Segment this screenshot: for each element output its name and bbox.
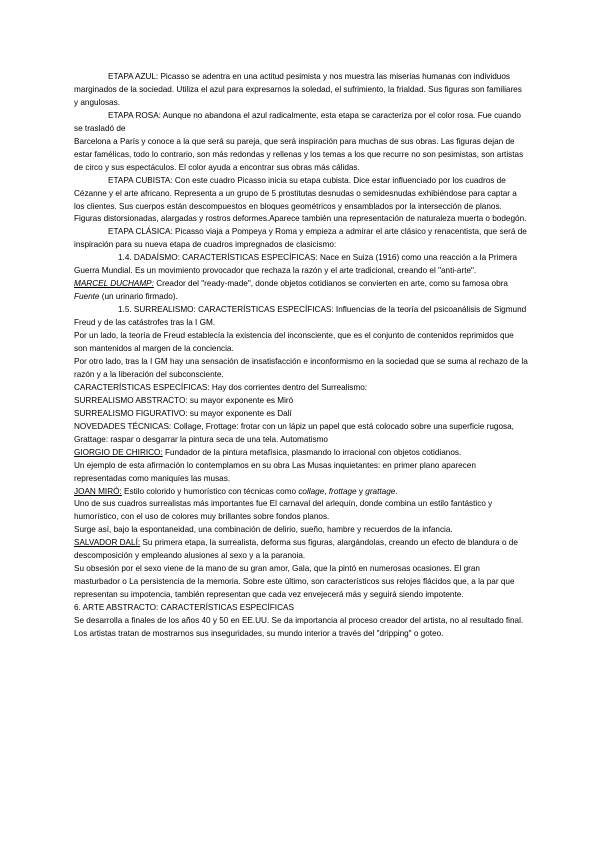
paragraph-arte-abstracto: Se desarrolla a finales de los años 40 y 50 en EE.UU. Se da importancia al proceso creador del artista, no al resultado final. Los artistas tratan de mostrarnos sus inseguridades, su mundo interior a través del "dripping" o goteo. <box>74 616 524 638</box>
paragraph-etapa-azul: ETAPA AZUL: Picasso se adentra en una actitud pesimista y nos muestra las miserias humanas con individuos marginados de la sociedad. Utiliza el azul para expresarnos la soledad, el sufrimiento, la frialdad. Sus figuras son familiares y angulosas. <box>74 72 522 107</box>
duchamp-name: MARCEL DUCHAMP: <box>74 279 154 289</box>
paragraph-dali-gala: Su obsesión por el sexo viene de la mano de su gran amor, Gala, que la pintó en numerosas ocasiones. El gran masturbador o La persistencia de la memoria. Sobre este último, son característicos sus relojes flácidos que, a la par que representan su impotencia, también representan que cada vez envejecerá más y seguirá siendo impotente. <box>74 564 515 600</box>
miro-end: . <box>395 486 398 496</box>
paragraph-surrealismo-abstracto: SURREALISMO ABSTRACTO: su mayor exponente es Miró <box>74 395 294 405</box>
paragraph-arte-abstracto-heading: 6. ARTE ABSTRACTO: CARACTERÍSTICAS ESPECÍFICAS <box>74 603 294 613</box>
paragraph-caracteristicas: CARACTERÍSTICAS ESPECÍFICAS: Hay dos corrientes dentro del Surrealismo: <box>74 382 368 392</box>
duchamp-text: Creador del "ready-made", donde objetos cotidianos se convierten en arte, como su famosa obra <box>153 279 508 289</box>
dali-name: SALVADOR DALÍ: <box>74 538 141 548</box>
miro-sep-1: , <box>324 486 329 496</box>
miro-sep-2: y <box>356 486 366 496</box>
paragraph-chirico <box>74 447 528 460</box>
miro-technique-collage: collage <box>298 486 325 496</box>
duchamp-end: (un urinario firmado). <box>99 292 178 302</box>
dali-text: Su primera etapa, la surrealista, deforma sus figuras, alargándolas, creando un efecto de blandura o de descomposición y empleando alusiones al sexo y a la paranoia. <box>74 538 518 561</box>
paragraph-igm: Por otro lado, tras la I GM hay una sensación de insatisfacción e inconformismo en la sociedad que se suma al rechazo de la razón y a la liberación del subconsciente. <box>74 356 528 379</box>
paragraph-etapa-cubista: ETAPA CUBISTA: Con este cuadro Picasso inicia su etapa cubista. Dice estar influenciado por los cuadros de Cézanne y el arte africano. Representa a un grupo de 5 prostitutas desnudas o semidesnudas exhibiéndose para captar a los clientes. Sus cuerpos están descompuestos en bloques geométricos y ensamblados por la intersección de planos. <box>74 175 517 211</box>
paragraph-miro-espontaneidad: Surge así, bajo la espontaneidad, una combinación de delirio, sueño, hambre y recuerdos de la infancia. <box>74 525 453 535</box>
paragraph-etapa-rosa-cont: Barcelona a París y conoce a la que será su pareja, que será inspiración para muchas de sus obras. Las figuras dejan de estar famélicas, todo lo contrario, son más redondas y rellenas y los temas a los que recurre no son pesimistas, son artistas de circo y sus espectáculos. El color ayuda a encontrar sus obras más cálidas. <box>74 136 524 172</box>
paragraph-miro-carnaval: Uno de sus cuadros surrealistas más importantes fue El carnaval del arlequín, donde combina un estilo fantástico y humorístico, con el uso de colores muy brillantes sobre fondos planos. <box>74 499 493 522</box>
paragraph-etapa-rosa: ETAPA ROSA: Aunque no abandona el azul radicalmente, esta etapa se caracteriza por el color rosa. Fue cuando se trasladó de <box>74 110 521 133</box>
paragraph-novedades-tecnicas: NOVEDADES TÉCNICAS: Collage, Frottage: frotar con un lápiz un papel que está colocado sobre una superficie rugosa, Grattage: raspar o desgarrar la pintura seca de una tela. Automatismo <box>74 421 514 444</box>
paragraph-dadaismo: 1.4. DADAÍSMO: CARACTERÍSTICAS ESPECÍFICAS: Nace en Suiza (1916) como una reacción a la Primera Guerra Mundial. Es un movimiento provocador que rechaza la razón y el arte tradicional, creando el "anti-arte". <box>74 253 518 276</box>
duchamp-work: Fuente <box>74 292 100 302</box>
paragraph-surrealismo-figurativo: SURREALISMO FIGURATIVO: su mayor exponente es Dalí <box>74 408 292 418</box>
paragraph-duchamp <box>74 278 528 304</box>
miro-text: Estilo colorido y humorístico con técnicas como <box>121 486 299 496</box>
paragraph-surrealismo: 1.5. SURREALISMO: CARACTERÍSTICAS ESPECÍFICAS: Influencias de la teoría del psicoanálisis de Sigmund Freud y de las catástrofes tras la I GM. <box>74 305 527 328</box>
chirico-name: GIORGIO DE CHIRICO: <box>74 447 163 457</box>
paragraph-miro <box>74 486 528 499</box>
miro-name: JOAN MIRÓ: <box>74 486 122 496</box>
miro-technique-frottage: frottage <box>328 486 357 496</box>
paragraph-musas: Un ejemplo de esta afirmación lo contemplamos en su obra Las Musas inquietantes: en primer plano aparecen representadas como maniquíes las musas. <box>74 460 476 483</box>
miro-technique-grattage: grattage <box>365 486 396 496</box>
paragraph-etapa-cubista-cont: Figuras distorsionadas, alargadas y rostros deformes.Aparece también una representación de naturaleza muerta o bodegón. <box>74 214 527 224</box>
paragraph-etapa-clasica: ETAPA CLÁSICA: Picasso viaja a Pompeya y Roma y empieza a admirar el arte clásico y renacentista, que será de inspiración para su nueva etapa de cuadros impregnados de clasicismo: <box>74 227 527 250</box>
chirico-text: Fundador de la pintura metafísica, plasmando lo irracional con objetos cotidianos. <box>162 447 462 457</box>
paragraph-freud: Por un lado, la teoría de Freud establecía la existencia del inconsciente, que es el conjunto de contenidos reprimidos que son mantenidos al margen de la conciencia. <box>74 331 514 354</box>
paragraph-dali <box>74 537 528 563</box>
